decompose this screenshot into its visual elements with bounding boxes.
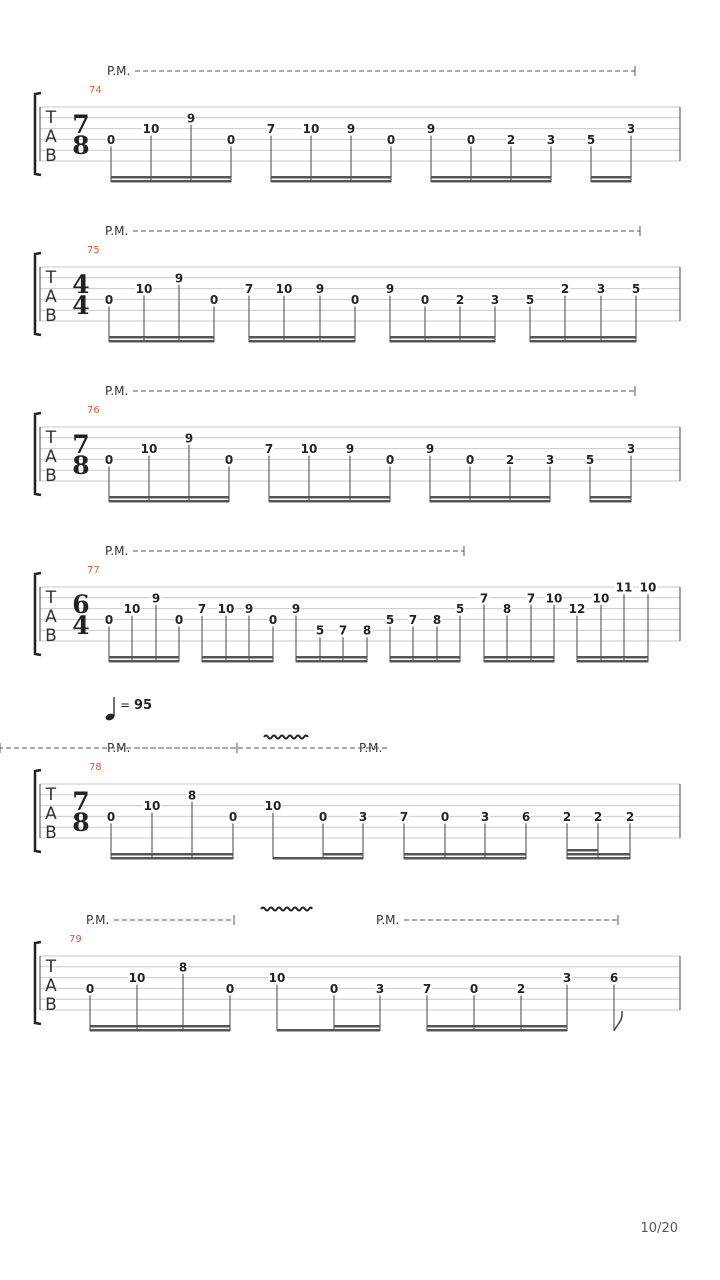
tab-clef-letter: A xyxy=(45,804,57,824)
fret-number: 0 xyxy=(420,292,430,307)
fret-number: 10 xyxy=(135,282,153,297)
fret-number: 8 xyxy=(432,612,442,627)
beam xyxy=(249,336,355,339)
fret-number: 7 xyxy=(264,442,274,457)
tab-clef-letter: B xyxy=(45,466,57,486)
beam xyxy=(427,1029,567,1032)
beam xyxy=(111,857,233,860)
fret-number: 10 xyxy=(142,122,160,137)
beam xyxy=(484,660,554,663)
beam xyxy=(427,1025,567,1028)
tab-system xyxy=(35,224,680,343)
beam xyxy=(269,496,390,499)
beam xyxy=(530,336,636,339)
measure-number: 78 xyxy=(89,762,102,773)
fret-number: 0 xyxy=(209,292,219,307)
fret-number: 3 xyxy=(358,809,368,824)
fret-number: 7 xyxy=(338,623,348,638)
fret-number: 10 xyxy=(300,442,318,457)
fret-number: 7 xyxy=(422,981,432,996)
time-signature-denominator: 4 xyxy=(72,291,90,320)
beam xyxy=(334,1025,380,1028)
fret-number: 0 xyxy=(85,981,95,996)
fret-number: 9 xyxy=(426,122,436,137)
beam xyxy=(111,176,231,179)
fret-number: 10 xyxy=(302,122,320,137)
fret-number: 0 xyxy=(224,452,234,467)
fret-number: 9 xyxy=(186,111,196,126)
time-signature-denominator: 8 xyxy=(72,131,90,160)
beam xyxy=(109,336,214,339)
measure-number: 77 xyxy=(87,565,100,576)
palm-mute-label: P.M. xyxy=(105,544,129,558)
tab-clef-letter: T xyxy=(45,428,57,448)
fret-number: 5 xyxy=(525,292,535,307)
palm-mute-label: P.M. xyxy=(86,913,110,927)
fret-number: 3 xyxy=(546,132,556,147)
fret-number: 3 xyxy=(480,809,490,824)
beam xyxy=(591,176,631,179)
fret-number: 0 xyxy=(466,132,476,147)
fret-number: 7 xyxy=(526,591,536,606)
tab-system xyxy=(35,908,680,1032)
beam xyxy=(334,1029,380,1032)
time-signature-denominator: 8 xyxy=(72,808,90,837)
fret-number: 7 xyxy=(244,282,254,297)
fret-number: 12 xyxy=(568,602,586,617)
beam xyxy=(109,660,179,663)
fret-number: 5 xyxy=(586,132,596,147)
tempo-equals: = xyxy=(120,698,131,712)
beam xyxy=(567,849,598,852)
beam xyxy=(296,660,367,663)
fret-number: 2 xyxy=(506,132,516,147)
fret-number: 0 xyxy=(104,452,114,467)
fret-number: 9 xyxy=(345,442,355,457)
fret-number: 0 xyxy=(318,809,328,824)
tab-clef-letter: T xyxy=(45,268,57,288)
beam xyxy=(109,656,179,659)
beam xyxy=(590,496,631,499)
fret-number: 9 xyxy=(346,122,356,137)
palm-mute-label: P.M. xyxy=(105,224,129,238)
fret-number: 7 xyxy=(408,612,418,627)
fret-number: 9 xyxy=(244,602,254,617)
beam xyxy=(323,857,363,860)
beam xyxy=(390,336,495,339)
time-signature-denominator: 4 xyxy=(72,611,90,640)
time-signature-numerator: 7 xyxy=(72,430,90,459)
tab-clef-letter: A xyxy=(45,976,57,996)
beam xyxy=(323,853,363,856)
fret-number: 0 xyxy=(104,292,114,307)
tab-clef-letter: T xyxy=(45,108,57,128)
vibrato-icon xyxy=(264,736,308,739)
beam xyxy=(390,660,460,663)
fret-number: 6 xyxy=(521,809,531,824)
fret-number: 3 xyxy=(596,282,606,297)
fret-number: 0 xyxy=(350,292,360,307)
fret-number: 2 xyxy=(562,809,572,824)
fret-number: 3 xyxy=(490,292,500,307)
fret-number: 0 xyxy=(268,612,278,627)
tab-clef-letter: T xyxy=(45,785,57,805)
palm-mute-label: P.M. xyxy=(107,64,131,78)
measure-number: 76 xyxy=(87,405,100,416)
fret-number: 10 xyxy=(268,971,286,986)
fret-number: 7 xyxy=(479,591,489,606)
beam xyxy=(484,656,554,659)
fret-number: 9 xyxy=(174,271,184,286)
fret-number: 5 xyxy=(315,623,325,638)
beam xyxy=(530,340,636,343)
beam xyxy=(430,500,550,503)
fret-number: 0 xyxy=(329,981,339,996)
fret-number: 6 xyxy=(609,971,619,986)
beam xyxy=(590,500,631,503)
fret-number: 2 xyxy=(560,282,570,297)
time-signature-numerator: 7 xyxy=(72,787,90,816)
beam xyxy=(404,857,526,860)
fret-number: 5 xyxy=(455,602,465,617)
time-signature-numerator: 6 xyxy=(72,590,90,619)
fret-number: 7 xyxy=(399,809,409,824)
measure-number: 75 xyxy=(87,245,100,256)
fret-number: 0 xyxy=(226,132,236,147)
eighth-flag-icon xyxy=(614,1011,622,1031)
fret-number: 0 xyxy=(104,612,114,627)
fret-number: 9 xyxy=(151,591,161,606)
vibrato-icon xyxy=(261,908,312,911)
tab-clef-letter: T xyxy=(45,588,57,608)
beam xyxy=(90,1025,230,1028)
fret-number: 7 xyxy=(197,602,207,617)
beam xyxy=(567,853,630,856)
fret-number: 0 xyxy=(469,981,479,996)
tab-clef-letter: B xyxy=(45,823,57,843)
beam xyxy=(269,500,390,503)
fret-number: 2 xyxy=(625,809,635,824)
fret-number: 2 xyxy=(593,809,603,824)
fret-number: 9 xyxy=(425,442,435,457)
fret-number: 8 xyxy=(502,602,512,617)
fret-number: 0 xyxy=(386,132,396,147)
fret-number: 8 xyxy=(187,788,197,803)
beam xyxy=(404,853,526,856)
fret-number: 0 xyxy=(225,981,235,996)
tab-clef-letter: B xyxy=(45,995,57,1015)
tab-clef-letter: A xyxy=(45,447,57,467)
palm-mute-label: P.M. xyxy=(105,384,129,398)
tab-clef-letter: T xyxy=(45,957,57,977)
beam xyxy=(296,656,367,659)
fret-number: 0 xyxy=(106,809,116,824)
time-signature-denominator: 8 xyxy=(72,451,90,480)
tab-clef-letter: B xyxy=(45,306,57,326)
fret-number: 0 xyxy=(228,809,238,824)
fret-number: 3 xyxy=(545,452,555,467)
beam xyxy=(109,500,229,503)
beam xyxy=(202,660,273,663)
beam xyxy=(271,176,391,179)
beam xyxy=(390,656,460,659)
fret-number: 11 xyxy=(615,580,633,595)
measure-number: 74 xyxy=(89,85,102,96)
fret-number: 0 xyxy=(106,132,116,147)
beam xyxy=(591,180,631,183)
beam xyxy=(109,340,214,343)
fret-number: 3 xyxy=(375,981,385,996)
beam xyxy=(390,340,495,343)
tab-clef-letter: A xyxy=(45,127,57,147)
fret-number: 5 xyxy=(631,282,641,297)
fret-number: 9 xyxy=(184,431,194,446)
tab-system xyxy=(0,697,680,860)
tab-clef-letter: A xyxy=(45,287,57,307)
tempo-value: 95 xyxy=(134,698,153,713)
fret-number: 2 xyxy=(505,452,515,467)
fret-number: 0 xyxy=(385,452,395,467)
time-signature-numerator: 7 xyxy=(72,110,90,139)
beam xyxy=(431,180,551,183)
fret-number: 10 xyxy=(639,580,657,595)
fret-number: 3 xyxy=(626,442,636,457)
fret-number: 10 xyxy=(123,602,141,617)
fret-number: 9 xyxy=(315,282,325,297)
tab-clef-letter: B xyxy=(45,146,57,166)
time-signature-numerator: 4 xyxy=(72,270,90,299)
tab-system xyxy=(35,384,680,503)
fret-number: 10 xyxy=(592,591,610,606)
tab-system xyxy=(35,64,680,183)
fret-number: 5 xyxy=(585,452,595,467)
fret-number: 0 xyxy=(174,612,184,627)
tab-clef-letter: A xyxy=(45,607,57,627)
beam xyxy=(111,853,233,856)
fret-number: 10 xyxy=(217,602,235,617)
beam xyxy=(577,660,648,663)
beam xyxy=(249,340,355,343)
tab-system xyxy=(35,544,680,663)
fret-number: 10 xyxy=(143,799,161,814)
fret-number: 5 xyxy=(385,612,395,627)
beam xyxy=(202,656,273,659)
palm-mute-label: P.M. xyxy=(107,741,131,755)
tab-clef-letter: B xyxy=(45,626,57,646)
fret-number: 10 xyxy=(275,282,293,297)
fret-number: 9 xyxy=(291,602,301,617)
palm-mute-label: P.M. xyxy=(359,741,383,755)
beam xyxy=(431,176,551,179)
fret-number: 2 xyxy=(516,981,526,996)
fret-number: 0 xyxy=(465,452,475,467)
beam xyxy=(567,857,630,860)
fret-number: 9 xyxy=(385,282,395,297)
beam xyxy=(430,496,550,499)
fret-number: 10 xyxy=(264,799,282,814)
fret-number: 3 xyxy=(626,122,636,137)
fret-number: 0 xyxy=(440,809,450,824)
fret-number: 10 xyxy=(140,442,158,457)
fret-number: 2 xyxy=(455,292,465,307)
beam xyxy=(90,1029,230,1032)
fret-number: 10 xyxy=(545,591,563,606)
beam xyxy=(577,656,648,659)
page-number: 10/20 xyxy=(640,1221,678,1236)
palm-mute-label: P.M. xyxy=(376,913,400,927)
fret-number: 7 xyxy=(266,122,276,137)
fret-number: 8 xyxy=(178,960,188,975)
beam xyxy=(111,180,231,183)
measure-number: 79 xyxy=(69,934,82,945)
fret-number: 3 xyxy=(562,971,572,986)
beam xyxy=(109,496,229,499)
beam xyxy=(271,180,391,183)
fret-number: 10 xyxy=(128,971,146,986)
fret-number: 8 xyxy=(362,623,372,638)
